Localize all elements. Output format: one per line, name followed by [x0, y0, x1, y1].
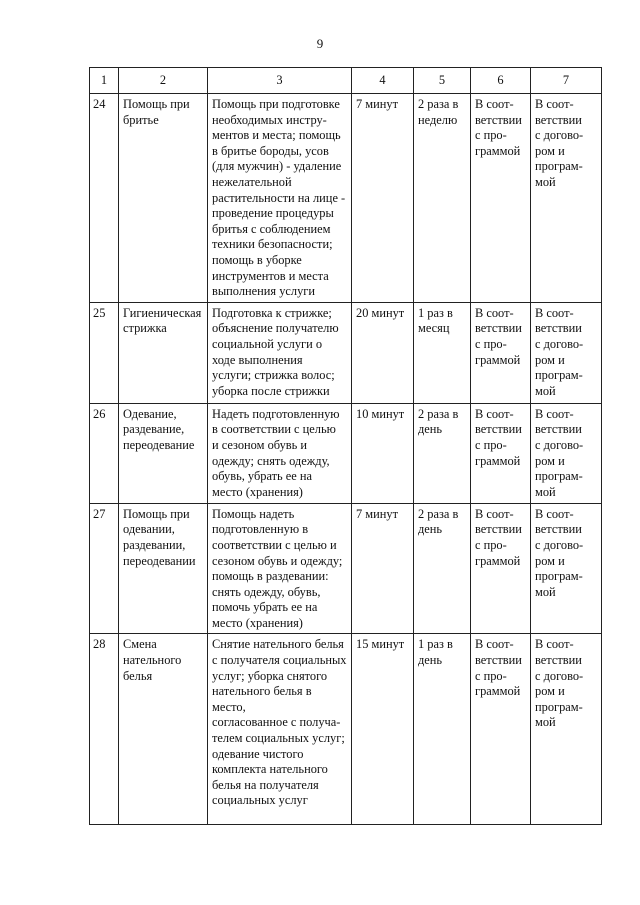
contract-compliance: В соот- ветствии с догово- ром и програм- мой: [531, 503, 602, 634]
page-number: 9: [316, 36, 324, 51]
service-duration: 10 минут: [352, 403, 414, 503]
services-table: [89, 67, 602, 825]
row-number: 24: [90, 94, 119, 303]
table-row: [90, 503, 602, 634]
header-cell: 4: [352, 68, 414, 94]
row-number: 26: [90, 403, 119, 503]
service-duration: 7 минут: [352, 94, 414, 303]
service-frequency: 2 раза в неделю: [414, 94, 471, 303]
row-number: 25: [90, 302, 119, 403]
header-cell: 7: [531, 68, 602, 94]
contract-compliance: В соот- ветствии с догово- ром и програм- мой: [531, 94, 602, 303]
header-cell: 5: [414, 68, 471, 94]
service-name: Помощь при одевании, раздевании, переодевании: [119, 503, 208, 634]
service-name: Одевание, раздевание, переодевание: [119, 403, 208, 503]
service-name: Гигиеническая стрижка: [119, 302, 208, 403]
service-frequency: 1 раз в день: [414, 634, 471, 825]
service-description: Снятие нательного белья с получателя социальных услуг; уборка снятого нательного белья в место, согласованное с получа- телем социальных услуг; одевание чистого комплекта нательного белья на получателя социальных услуг: [208, 634, 352, 825]
row-number: 27: [90, 503, 119, 634]
header-cell: 2: [119, 68, 208, 94]
contract-compliance: В соот- ветствии с догово- ром и програм- мой: [531, 403, 602, 503]
contract-compliance: В соот- ветствии с догово- ром и програм- мой: [531, 302, 602, 403]
table-row: [90, 94, 602, 303]
table-row: [90, 403, 602, 503]
service-frequency: 1 раз в месяц: [414, 302, 471, 403]
table-row: [90, 634, 602, 825]
program-compliance: В соот- ветствии с про- граммой: [471, 634, 531, 825]
header-cell: 6: [471, 68, 531, 94]
service-duration: 20 минут: [352, 302, 414, 403]
service-frequency: 2 раза в день: [414, 403, 471, 503]
program-compliance: В соот- ветствии с про- граммой: [471, 403, 531, 503]
service-description: Подготовка к стрижке; объяснение получателю социальной услуги о ходе выполнения услуги; стрижка волос; уборка после стрижки: [208, 302, 352, 403]
header-cell: 3: [208, 68, 352, 94]
service-duration: 15 минут: [352, 634, 414, 825]
service-description: Помощь надеть подготовленную в соответствии с целью и сезоном обувь и одежду; помощь в раздевании: снять одежду, обувь, помочь убрать ее на место (хранения): [208, 503, 352, 634]
program-compliance: В соот- ветствии с про- граммой: [471, 302, 531, 403]
service-description: Помощь при подготовке необходимых инстру- ментов и места; помощь в бритье бороды, усов (для мужчин) - удаление нежелательной растительности на лице - проведение процедуры бритья с соблюдением техники безопасности; помощь в уборке инструментов и места выполнения услуги: [208, 94, 352, 303]
program-compliance: В соот- ветствии с про- граммой: [471, 503, 531, 634]
service-name: Помощь при бритье: [119, 94, 208, 303]
service-frequency: 2 раза в день: [414, 503, 471, 634]
service-duration: 7 минут: [352, 503, 414, 634]
contract-compliance: В соот- ветствии с догово- ром и програм- мой: [531, 634, 602, 825]
header-cell: 1: [90, 68, 119, 94]
row-number: 28: [90, 634, 119, 825]
table-header-row: [90, 68, 602, 94]
table-row: [90, 302, 602, 403]
program-compliance: В соот- ветствии с про- граммой: [471, 94, 531, 303]
service-name: Смена нательного белья: [119, 634, 208, 825]
service-description: Надеть подготовленную в соответствии с целью и сезоном обувь и одежду; снять одежду, обувь, убрать ее на место (хранения): [208, 403, 352, 503]
